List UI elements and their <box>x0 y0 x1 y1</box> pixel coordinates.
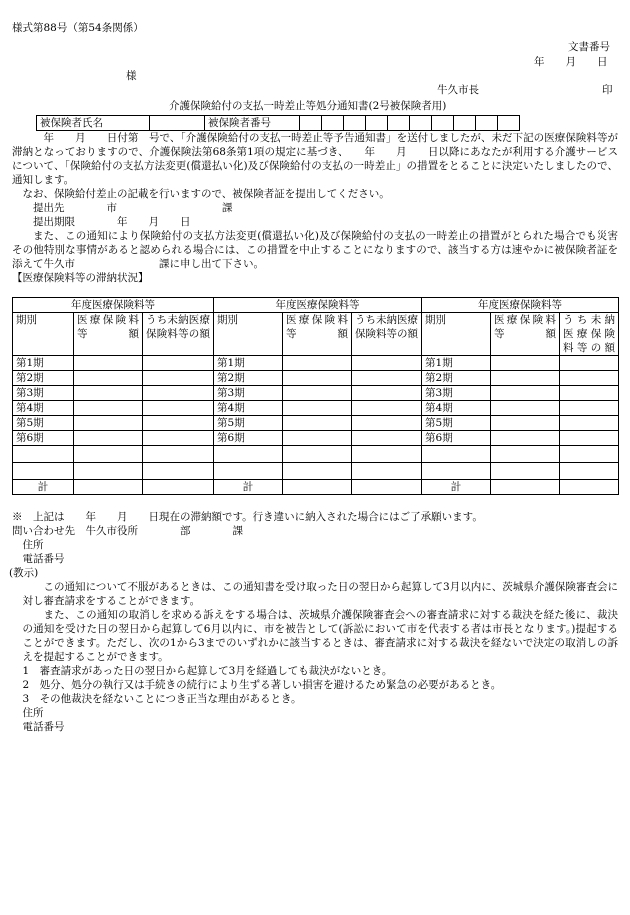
instruction-appeal: この通知について不服があるときは、この通知書を受け取った日の翌日から起算して3月以内に、茨城県介護保険審査会に対し審査請求をすることができます。 <box>22 581 618 607</box>
instruction-lawsuit: また、この通知の取消しを求める訴えをする場合は、茨城県介護保険審査会への審査請求に対する裁決を経た後に、裁決の通知を受けた日の翌日から起算して6月以内に、市を被告として(訴訟において市を代表する者は市長となります。)提起することができます。ただし、次の1から3までのいずれかに該当するときは、審査請求に対する裁決を経ないで決定の取消しの訴えを提起することができます。 <box>22 609 618 663</box>
insured-name-label: 被保険者氏名 <box>37 116 150 131</box>
insured-number-digit[interactable] <box>388 116 410 131</box>
total-label: 計 <box>214 480 283 495</box>
instruction-item-2: 2 処分、処分の執行又は手続きの続行により生ずる著しい損害を避けるため緊急の必要があるとき。 <box>22 679 502 691</box>
table-row: 第3期 第3期 第3期 <box>13 386 619 401</box>
fiscal-year-header-3: 年度医療保険料等 <box>422 298 619 313</box>
addressee-sama: 様 <box>126 70 137 82</box>
insured-name-value[interactable] <box>150 116 205 131</box>
paragraph-notice: 年 月 日付第 号で、「介護保険給付の支払一時差止等予告通知書」を送付しましたが、未だ下記の医療保険料等が滞納となっておりますので、介護保険法第68条第1項の規定に基づき、 年 月 日以降にあなたが利用する介護サービスについて、「保険給付の支払方法変更(償還払い化)及び保険給付の支払の一時差止」の措置をとることに決定いたしましたので、通知します。 <box>12 132 618 186</box>
col-amount: 医療保険料等額 <box>74 313 143 356</box>
insured-number-digit[interactable] <box>432 116 454 131</box>
submit-destination: 提出先 市 課 <box>33 202 233 214</box>
insured-number-digit[interactable] <box>322 116 344 131</box>
col-unpaid: うち未納医療保険料等の額 <box>143 313 214 356</box>
total-label: 計 <box>13 480 74 495</box>
status-heading: 【医療保険料等の滞納状況】 <box>12 272 149 284</box>
table-row: 第4期 第4期 第4期 <box>13 401 619 416</box>
col-unpaid: うち未納医療保険料等の額 <box>560 313 619 356</box>
form-number: 様式第88号（第54条関係） <box>12 22 144 34</box>
table-row: 第1期 第1期 第1期 <box>13 356 619 371</box>
contact-address: 住所 <box>22 539 44 551</box>
col-amount: 医療保険料等額 <box>491 313 560 356</box>
col-period: 期別 <box>422 313 491 356</box>
insured-number-digit[interactable] <box>498 116 520 131</box>
insured-number-digit[interactable] <box>344 116 366 131</box>
col-period: 期別 <box>13 313 74 356</box>
insured-number-digit[interactable] <box>410 116 432 131</box>
contact-info: 問い合わせ先 牛久市役所 部 課 <box>12 525 243 537</box>
mayor-label: 牛久市長 <box>437 84 479 96</box>
insured-number-digit[interactable] <box>300 116 322 131</box>
document-title: 介護保険給付の支払一時差止等処分通知書(2号被保険者用) <box>169 100 447 112</box>
seal-mark: 印 <box>602 84 613 96</box>
fiscal-year-header-1: 年度医療保険料等 <box>13 298 214 313</box>
insured-number-digit[interactable] <box>476 116 498 131</box>
table-row-total <box>13 480 619 495</box>
total-label: 計 <box>422 480 491 495</box>
instruction-address: 住所 <box>22 707 44 719</box>
paragraph-submit-card: なお、保険給付差止の記載を行いますので、被保険者証を提出してください。 <box>22 188 390 200</box>
table-row-blank <box>13 446 619 463</box>
arrears-date-note: ※ 上記は 年 月 日現在の滞納額です。行き違いに納入された場合にはご了承願います。 <box>12 511 483 523</box>
col-period: 期別 <box>214 313 283 356</box>
col-amount: 医療保険料等額 <box>283 313 352 356</box>
contact-phone: 電話番号 <box>22 553 65 565</box>
arrears-status-table <box>12 297 619 495</box>
issue-date: 年 月 日 <box>534 56 608 68</box>
paragraph-special-circumstance: また、この通知により保険給付の支払方法変更(償還払い化)及び保険給付の支払の一時差止の措置がとられた場合でも災害その他特別な事情があると認められる場合には、この措置を中止することになりますので、該当する方は速やかに被保険者証を添えて牛久市 課に申し出て下さい。 <box>12 230 618 270</box>
body-text <box>12 131 618 285</box>
table-row: 第5期 第5期 第5期 <box>13 416 619 431</box>
insured-number-digit[interactable] <box>454 116 476 131</box>
submit-deadline: 提出期限 年 月 日 <box>33 216 191 228</box>
col-unpaid: うち未納医療保険料等の額 <box>352 313 422 356</box>
table-row: 第2期 第2期 第2期 <box>13 371 619 386</box>
insured-number-label: 被保険者番号 <box>205 116 300 131</box>
document-number-label: 文書番号 <box>568 41 610 53</box>
insured-info-table <box>36 115 520 131</box>
table-row: 第6期 第6期 第6期 <box>13 431 619 446</box>
fiscal-year-header-2: 年度医療保険料等 <box>214 298 422 313</box>
insured-number-digit[interactable] <box>366 116 388 131</box>
table-row-blank <box>13 463 619 480</box>
instruction-heading: (教示) <box>9 567 39 579</box>
instruction-item-3: 3 その他裁決を経ないことにつき正当な理由があるとき。 <box>22 693 302 705</box>
notes-section <box>9 510 618 734</box>
instruction-phone: 電話番号 <box>22 721 65 733</box>
instruction-item-1: 1 審査請求があった日の翌日から起算して3月を経過しても裁決がないとき。 <box>22 665 393 677</box>
